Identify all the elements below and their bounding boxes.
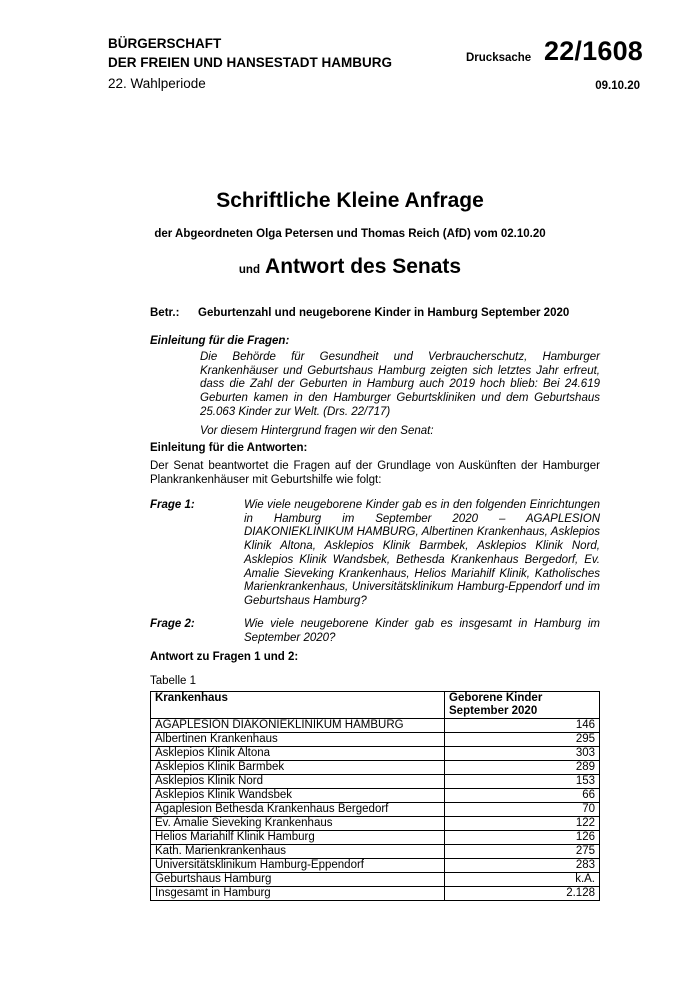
table-row bbox=[151, 733, 600, 747]
question-2-text: Wie viele neugeborene Kinder gab es insgesamt in Hamburg im September 2020? bbox=[244, 618, 600, 644]
answer-title-text: Antwort des Senats bbox=[265, 255, 462, 278]
births-count-cell: 126 bbox=[445, 831, 600, 845]
table-row bbox=[151, 761, 600, 775]
table-header-row bbox=[151, 692, 600, 719]
table-row bbox=[151, 775, 600, 789]
org-line-1: BÜRGERSCHAFT bbox=[108, 36, 222, 51]
und-label: und bbox=[238, 264, 260, 276]
subject-label: Betr.: bbox=[150, 307, 180, 319]
intro-questions-text: Die Behörde für Gesundheit und Verbraucherschutz, Hamburger Krankenhäuser und Geburtshaus Hamburg zeigten sich letztes Jahr erfreut, dass die Zahl der Geburten in Hamburg auch 2019 hoch blieb: Bei 24.619 Geburten kamen in den Hamburger Geburtskliniken und dem Geburtshaus 25.063 Kinder zur Welt. (Drs. 22/717) bbox=[200, 351, 600, 418]
births-count-cell: 70 bbox=[445, 803, 600, 817]
document-date: 09.10.20 bbox=[595, 80, 640, 92]
hospital-name-cell: Geburtshaus Hamburg bbox=[151, 873, 445, 887]
intro-questions-closing: Vor diesem Hintergrund fragen wir den Senat: bbox=[200, 425, 434, 437]
table-row bbox=[151, 747, 600, 761]
hospital-name-cell: Asklepios Klinik Wandsbek bbox=[151, 789, 445, 803]
answer-title bbox=[0, 255, 700, 279]
hospital-name-cell: Helios Mariahilf Klinik Hamburg bbox=[151, 831, 445, 845]
hospital-name-cell: Insgesamt in Hamburg bbox=[151, 887, 445, 901]
table-row bbox=[151, 817, 600, 831]
legislative-period: 22. Wahlperiode bbox=[108, 76, 206, 91]
table-row bbox=[151, 831, 600, 845]
table-row bbox=[151, 887, 600, 901]
hospital-name-cell: Asklepios Klinik Barmbek bbox=[151, 761, 445, 775]
question-2-label: Frage 2: bbox=[150, 618, 195, 630]
hospital-name-cell: Albertinen Krankenhaus bbox=[151, 733, 445, 747]
intro-questions-heading: Einleitung für die Fragen: bbox=[150, 335, 290, 347]
hospital-name-cell: AGAPLESION DIAKONIEKLINIKUM HAMBURG bbox=[151, 719, 445, 733]
hospital-name-cell: Asklepios Klinik Nord bbox=[151, 775, 445, 789]
question-1-text: Wie viele neugeborene Kinder gab es in den folgenden Einrichtungen in Hamburg im September 2020 – AGAPLESION DIAKONIEKLINIKUM HAMBURG, Albertinen Krankenhaus, Asklepios Klinik Altona, Asklepios Klinik Barmbek, Asklepios Klinik Nord, Asklepios Klinik Wandsbek, Bethesda Krankenhaus Bergedorf, Ev. Amalie Sieveking Krankenhaus, Helios Mariahilf Klinik, Katholisches Marienkrankenhaus, Universitätsklinikum Hamburg-Eppendorf und im Geburtshaus Hamburg? bbox=[244, 499, 600, 607]
authors-line: der Abgeordneten Olga Petersen und Thomas Reich (AfD) vom 02.10.20 bbox=[154, 228, 546, 240]
drucksache-number: 22/1608 bbox=[544, 36, 643, 66]
document-title: Schriftliche Kleine Anfrage bbox=[216, 189, 484, 212]
intro-answers-heading: Einleitung für die Antworten: bbox=[150, 442, 308, 454]
hospital-name-cell: Kath. Marienkrankenhaus bbox=[151, 845, 445, 859]
table-caption: Tabelle 1 bbox=[150, 675, 197, 687]
table-body bbox=[151, 719, 600, 901]
answer-heading: Antwort zu Fragen 1 und 2: bbox=[150, 651, 299, 663]
column-header-births-line1: Geborene Kinder bbox=[449, 692, 543, 704]
question-1-label: Frage 1: bbox=[150, 499, 195, 511]
births-count-cell: 283 bbox=[445, 859, 600, 873]
births-count-cell: 153 bbox=[445, 775, 600, 789]
hospital-name-cell: Universitätsklinikum Hamburg-Eppendorf bbox=[151, 859, 445, 873]
births-count-cell: 303 bbox=[445, 747, 600, 761]
table-row bbox=[151, 859, 600, 873]
births-count-cell: 146 bbox=[445, 719, 600, 733]
births-count-cell: 2.128 bbox=[445, 887, 600, 901]
column-header-births bbox=[445, 692, 600, 719]
births-count-cell: k.A. bbox=[445, 873, 600, 887]
hospital-name-cell: Ev. Amalie Sieveking Krankenhaus bbox=[151, 817, 445, 831]
intro-answers-text: Der Senat beantwortet die Fragen auf der Grundlage von Auskünften der Hamburger Plankrankenhäuser mit Geburtshilfe wie folgt: bbox=[150, 460, 600, 486]
births-count-cell: 295 bbox=[445, 733, 600, 747]
hospital-name-cell: Agaplesion Bethesda Krankenhaus Bergedorf bbox=[151, 803, 445, 817]
table-row bbox=[151, 789, 600, 803]
births-count-cell: 275 bbox=[445, 845, 600, 859]
births-count-cell: 289 bbox=[445, 761, 600, 775]
org-line-2: DER FREIEN UND HANSESTADT HAMBURG bbox=[108, 55, 393, 70]
column-header-births-line2: September 2020 bbox=[449, 705, 538, 717]
column-header-hospital: Krankenhaus bbox=[151, 692, 445, 719]
table-row bbox=[151, 845, 600, 859]
births-table bbox=[150, 691, 600, 901]
table-row bbox=[151, 803, 600, 817]
births-count-cell: 66 bbox=[445, 789, 600, 803]
hospital-name-cell: Asklepios Klinik Altona bbox=[151, 747, 445, 761]
births-count-cell: 122 bbox=[445, 817, 600, 831]
subject-text: Geburtenzahl und neugeborene Kinder in Hamburg September 2020 bbox=[198, 307, 570, 319]
drucksache-label: Drucksache bbox=[466, 52, 532, 64]
table-row bbox=[151, 719, 600, 733]
table-row bbox=[151, 873, 600, 887]
parliament-name bbox=[108, 34, 392, 72]
